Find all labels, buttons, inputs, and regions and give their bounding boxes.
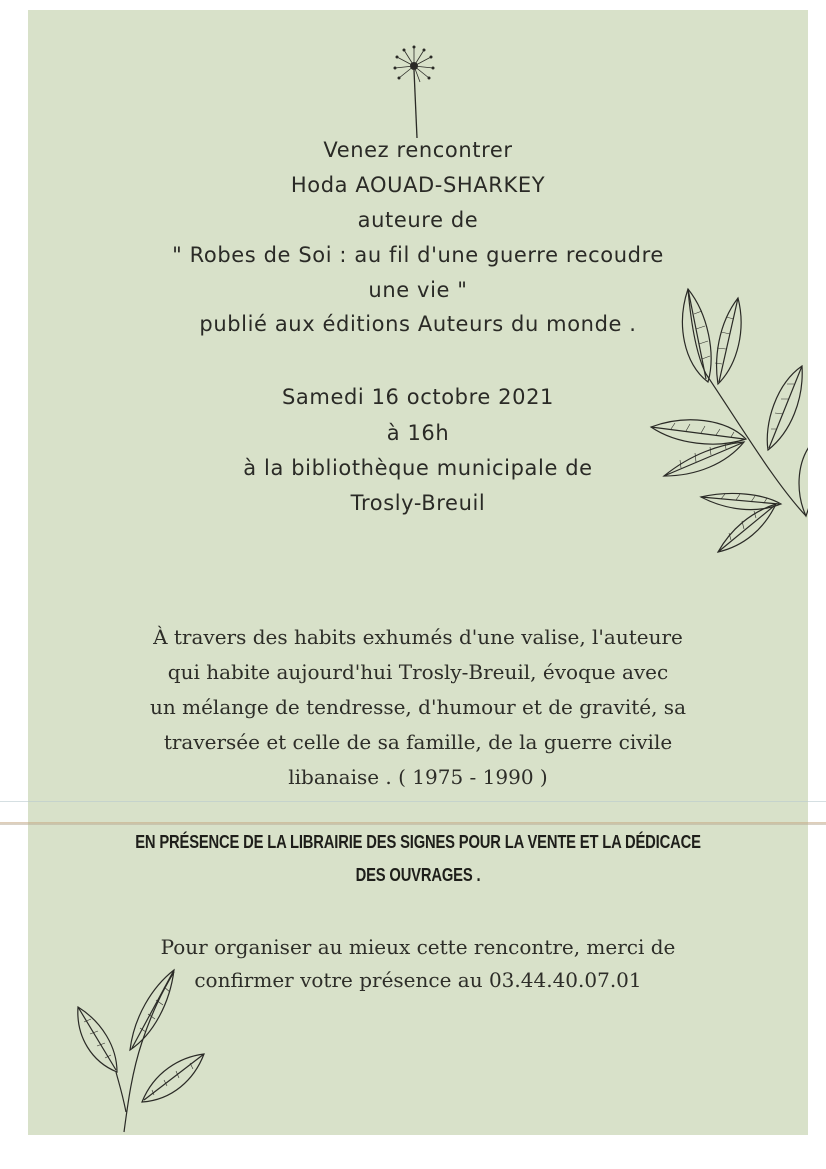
event-town: Trosly-Breuil	[350, 491, 486, 515]
author-name: Hoda AOUAD-SHARKEY	[290, 173, 546, 197]
description-line: À travers des habits exhumés d'une valise, l'auteure	[153, 625, 683, 649]
rsvp-phone-line: confirmer votre présence au 03.44.40.07.01	[194, 968, 642, 992]
description-line: un mélange de tendresse, d'humour et de gravité, sa	[150, 695, 686, 719]
description-line: traversée et celle de sa famille, de la guerre civile	[163, 730, 673, 754]
dandelion-icon	[390, 44, 440, 144]
notice-line: DES OUVRAGES .	[355, 865, 481, 885]
notice-line: EN PRÉSENCE DE LA LIBRAIRIE DES SIGNES POUR LA VENTE ET LA DÉDICACE	[135, 832, 701, 852]
description-line: libanaise . ( 1975 - 1990 )	[288, 765, 548, 789]
invite-line: Venez rencontrer	[323, 138, 513, 162]
leaf-branch-icon	[72, 962, 212, 1135]
publisher-line: publié aux éditions Auteurs du monde .	[199, 312, 637, 336]
leaf-branch-icon	[646, 284, 808, 559]
event-date: Samedi 16 octobre 2021	[281, 385, 555, 409]
event-venue: à la bibliothèque municipale de	[243, 456, 593, 480]
book-title: " Robes de Soi : au fil d'une guerre recoudre	[172, 243, 664, 267]
scan-artifact	[0, 801, 826, 802]
poster	[28, 10, 808, 1135]
description-line: qui habite aujourd'hui Trosly-Breuil, évoque avec	[167, 660, 669, 684]
event-time: à 16h	[386, 421, 450, 445]
rsvp-line: Pour organiser au mieux cette rencontre, merci de	[160, 935, 676, 959]
invite-line: auteure de	[357, 208, 479, 232]
book-title-cont: une vie "	[368, 278, 468, 302]
scan-artifact	[0, 822, 826, 825]
